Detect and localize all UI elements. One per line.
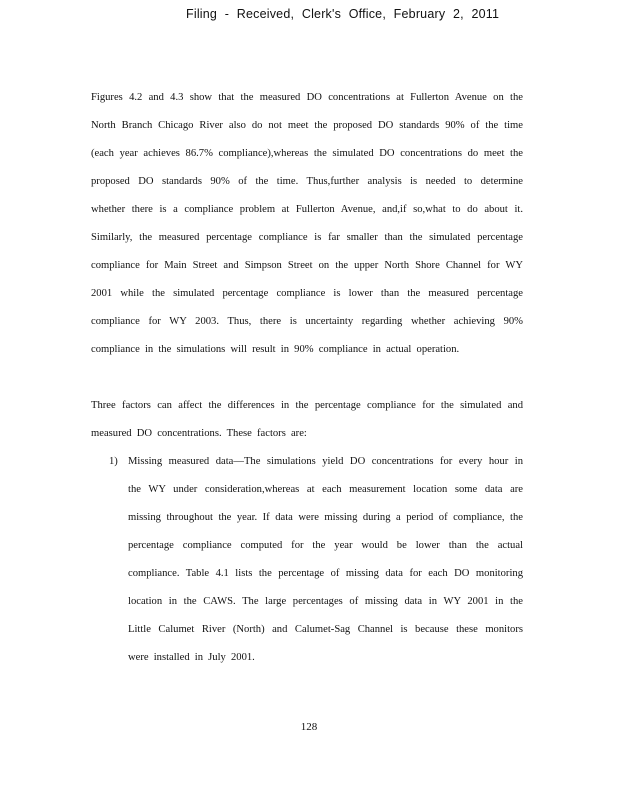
list-item-text: Missing measured data—The simulations yield DO concentrations for every hour in the WY under consideration,whereas at each measurement location some data are missing throughout the year. If data were missing during a period of compliance, the percentage compliance computed for the year would be lower than the actual compliance. Table 4.1 lists the percentage of missing data for each DO monitoring location in the CAWS. The large percentages of missing data in WY 2001 in the Little Calumet River (North) and Calumet-Sag Channel is because these monitors were installed in July 2001. xyxy=(128,456,523,663)
list-item xyxy=(91,448,523,672)
factors-list xyxy=(91,448,523,672)
paragraph-factors-intro: Three factors can affect the differences in the percentage compliance for the simulated and measured DO concentrations. These factors are: xyxy=(91,400,523,439)
paragraph-compliance-analysis: Figures 4.2 and 4.3 show that the measured DO concentrations at Fullerton Avenue on the North Branch Chicago River also do not meet the proposed DO standards 90% of the time (each year achieves 86.7% compliance),whereas the simulated DO concentrations do meet the proposed DO standards 90% of the time. Thus,further analysis is needed to determine whether there is a compliance problem at Fullerton Avenue, and,if so,what to do about it. Similarly, the measured percentage compliance is far smaller than the simulated percentage compliance for Main Street and Simpson Street on the upper North Shore Channel for WY 2001 while the simulated percentage compliance is lower than the measured percentage compliance for WY 2003. Thus, there is uncertainty regarding whether achieving 90% compliance in the simulations will result in 90% compliance in actual operation. xyxy=(91,92,523,355)
document-body xyxy=(91,84,523,672)
filing-header: Filing - Received, Clerk's Office, February 2, 2011 xyxy=(186,7,500,21)
list-item-number: 1) xyxy=(109,456,118,467)
page-number: 128 xyxy=(300,721,318,733)
